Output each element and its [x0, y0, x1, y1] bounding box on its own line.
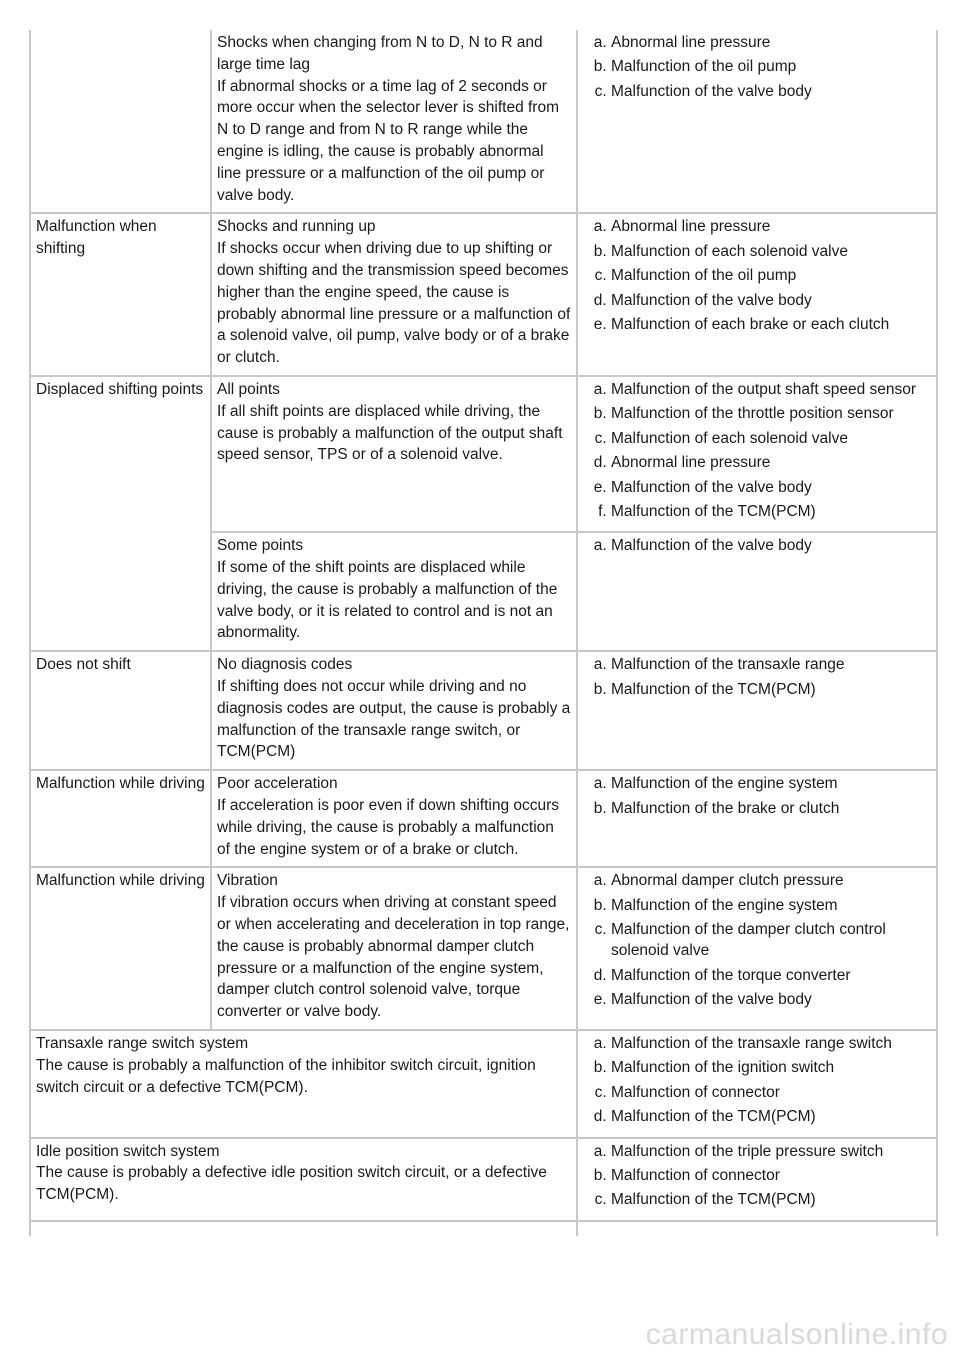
condition-cell	[30, 1138, 577, 1221]
condition-cell	[211, 376, 577, 532]
causes-list	[583, 654, 931, 699]
table-row	[30, 1030, 937, 1138]
condition-description: If acceleration is poor even if down shifting occurs while driving, the cause is probably a malfunction of the engine system or of a brake or clutch.	[217, 797, 560, 858]
causes-cell	[577, 30, 937, 213]
symptom-text: Malfunction while driving	[36, 872, 205, 890]
condition-description: If all shift points are displaced while driving, the cause is probably a malfunction of the output shaft speed sensor, TPS or of a solenoid valve.	[217, 402, 563, 464]
condition-title: Some points	[217, 537, 304, 555]
causes-cell	[577, 867, 937, 1030]
table-row	[30, 1138, 937, 1221]
diagnosis-table	[29, 30, 938, 1236]
condition-cell	[211, 213, 577, 376]
cause-item: a. Abnormal damper clutch pressure	[611, 870, 931, 891]
cause-item: a. Malfunction of the transaxle range	[611, 654, 931, 675]
condition-title: Shocks when changing from N to D, N to R and large time lag	[217, 34, 543, 73]
symptom-text: Malfunction while driving	[36, 775, 205, 793]
symptom-cell	[30, 651, 211, 770]
cause-item: c. Malfunction of the damper clutch control solenoid valve	[611, 919, 931, 961]
table-row	[30, 30, 937, 213]
causes-cell	[577, 651, 937, 770]
condition-cell	[30, 1030, 577, 1138]
causes-cell	[577, 376, 937, 532]
causes-cell	[577, 1138, 937, 1221]
table-row	[30, 376, 937, 532]
condition-title: Idle position switch system	[36, 1142, 220, 1160]
condition-cell	[211, 770, 577, 867]
empty-cell	[30, 1221, 577, 1236]
condition-title: Vibration	[217, 872, 278, 890]
condition-title: All points	[217, 380, 280, 398]
cause-item: c. Malfunction of connector	[611, 1082, 931, 1103]
cause-item: e. Malfunction of the valve body	[611, 477, 931, 498]
table-row	[30, 651, 937, 770]
symptom-cell	[30, 376, 211, 651]
table-row	[30, 1221, 937, 1236]
condition-description: The cause is probably a malfunction of the inhibitor switch circuit, ignition switch circuit or a defective TCM(PCM).	[36, 1056, 536, 1096]
causes-list	[583, 216, 931, 335]
table-row	[30, 213, 937, 376]
cause-item: a. Malfunction of the output shaft speed sensor	[611, 379, 931, 400]
cause-item: a. Malfunction of the engine system	[611, 773, 931, 794]
cause-item: a. Malfunction of the transaxle range switch	[611, 1033, 931, 1054]
cause-item: b. Malfunction of the oil pump	[611, 56, 931, 77]
condition-title: Shocks and running up	[217, 218, 376, 236]
symptom-text: Displaced shifting points	[36, 380, 204, 398]
cause-item: f. Malfunction of the TCM(PCM)	[611, 501, 931, 522]
causes-cell	[577, 770, 937, 867]
cause-item: c. Malfunction of the TCM(PCM)	[611, 1189, 931, 1210]
watermark: carmanualsonline.info	[645, 1318, 948, 1351]
table-row	[30, 867, 937, 1030]
cause-item: d. Malfunction of the torque converter	[611, 965, 931, 986]
condition-cell	[211, 30, 577, 213]
condition-description: If shocks occur when driving due to up shifting or down shifting and the transmission speed becomes higher than the engine speed, the cause is probably abnormal line pressure or a malfunction of a solenoid valve, oil pump, valve body or of a brake or clutch.	[217, 240, 571, 367]
symptom-cell	[30, 30, 211, 213]
empty-cell	[577, 1221, 937, 1236]
condition-cell	[211, 867, 577, 1030]
causes-list	[583, 1033, 931, 1127]
cause-item: d. Malfunction of the TCM(PCM)	[611, 1106, 931, 1127]
condition-description: The cause is probably a defective idle position switch circuit, or a defective TCM(PCM).	[36, 1164, 547, 1204]
causes-list	[583, 32, 931, 102]
symptom-text: Does not shift	[36, 656, 131, 674]
condition-title: Poor acceleration	[217, 775, 338, 793]
cause-item: d. Malfunction of the valve body	[611, 290, 931, 311]
condition-cell	[211, 532, 577, 651]
cause-item: c. Malfunction of each solenoid valve	[611, 428, 931, 449]
symptom-cell	[30, 867, 211, 1030]
cause-item: e. Malfunction of the valve body	[611, 989, 931, 1010]
cause-item: a. Malfunction of the valve body	[611, 535, 931, 556]
cause-item: b. Malfunction of connector	[611, 1165, 931, 1186]
cause-item: b. Malfunction of the TCM(PCM)	[611, 679, 931, 700]
symptom-cell	[30, 770, 211, 867]
symptom-text: Malfunction when shifting	[36, 218, 157, 258]
cause-item: b. Malfunction of the engine system	[611, 895, 931, 916]
cause-item: a. Malfunction of the triple pressure switch	[611, 1141, 931, 1162]
causes-cell	[577, 532, 937, 651]
condition-cell	[211, 651, 577, 770]
condition-description: If abnormal shocks or a time lag of 2 seconds or more occur when the selector lever is shifted from N to D range and from N to R range while the engine is idling, the cause is probably abnormal line pressure or a malfunction of the oil pump or valve body.	[217, 77, 559, 204]
cause-item: b. Malfunction of the throttle position sensor	[611, 403, 931, 424]
cause-item: c. Malfunction of the oil pump	[611, 265, 931, 286]
cause-item: a. Abnormal line pressure	[611, 216, 931, 237]
condition-description: If vibration occurs when driving at constant speed or when accelerating and deceleration in top range, the cause is probably abnormal damper clutch pressure or a malfunction of the engine system, damper clutch control solenoid valve, torque converter or valve body.	[217, 894, 570, 1021]
cause-item: c. Malfunction of the valve body	[611, 81, 931, 102]
causes-list	[583, 379, 931, 522]
cause-item: b. Malfunction of the brake or clutch	[611, 798, 931, 819]
causes-list	[583, 773, 931, 818]
causes-list	[583, 535, 931, 556]
causes-list	[583, 870, 931, 1010]
cause-item: e. Malfunction of each brake or each clutch	[611, 314, 931, 335]
condition-description: If some of the shift points are displaced while driving, the cause is probably a malfunction of the valve body, or it is related to control and is not an abnormality.	[217, 559, 558, 642]
condition-description: If shifting does not occur while driving and no diagnosis codes are output, the cause is probably a malfunction of the transaxle range switch, or TCM(PCM)	[217, 678, 571, 761]
cause-item: d. Abnormal line pressure	[611, 452, 931, 473]
cause-item: b. Malfunction of the ignition switch	[611, 1057, 931, 1078]
cause-item: a. Abnormal line pressure	[611, 32, 931, 53]
table-row	[30, 770, 937, 867]
causes-list	[583, 1141, 931, 1211]
condition-title: No diagnosis codes	[217, 656, 353, 674]
causes-cell	[577, 1030, 937, 1138]
causes-cell	[577, 213, 937, 376]
symptom-cell	[30, 213, 211, 376]
cause-item: b. Malfunction of each solenoid valve	[611, 241, 931, 262]
condition-title: Transaxle range switch system	[36, 1035, 249, 1053]
